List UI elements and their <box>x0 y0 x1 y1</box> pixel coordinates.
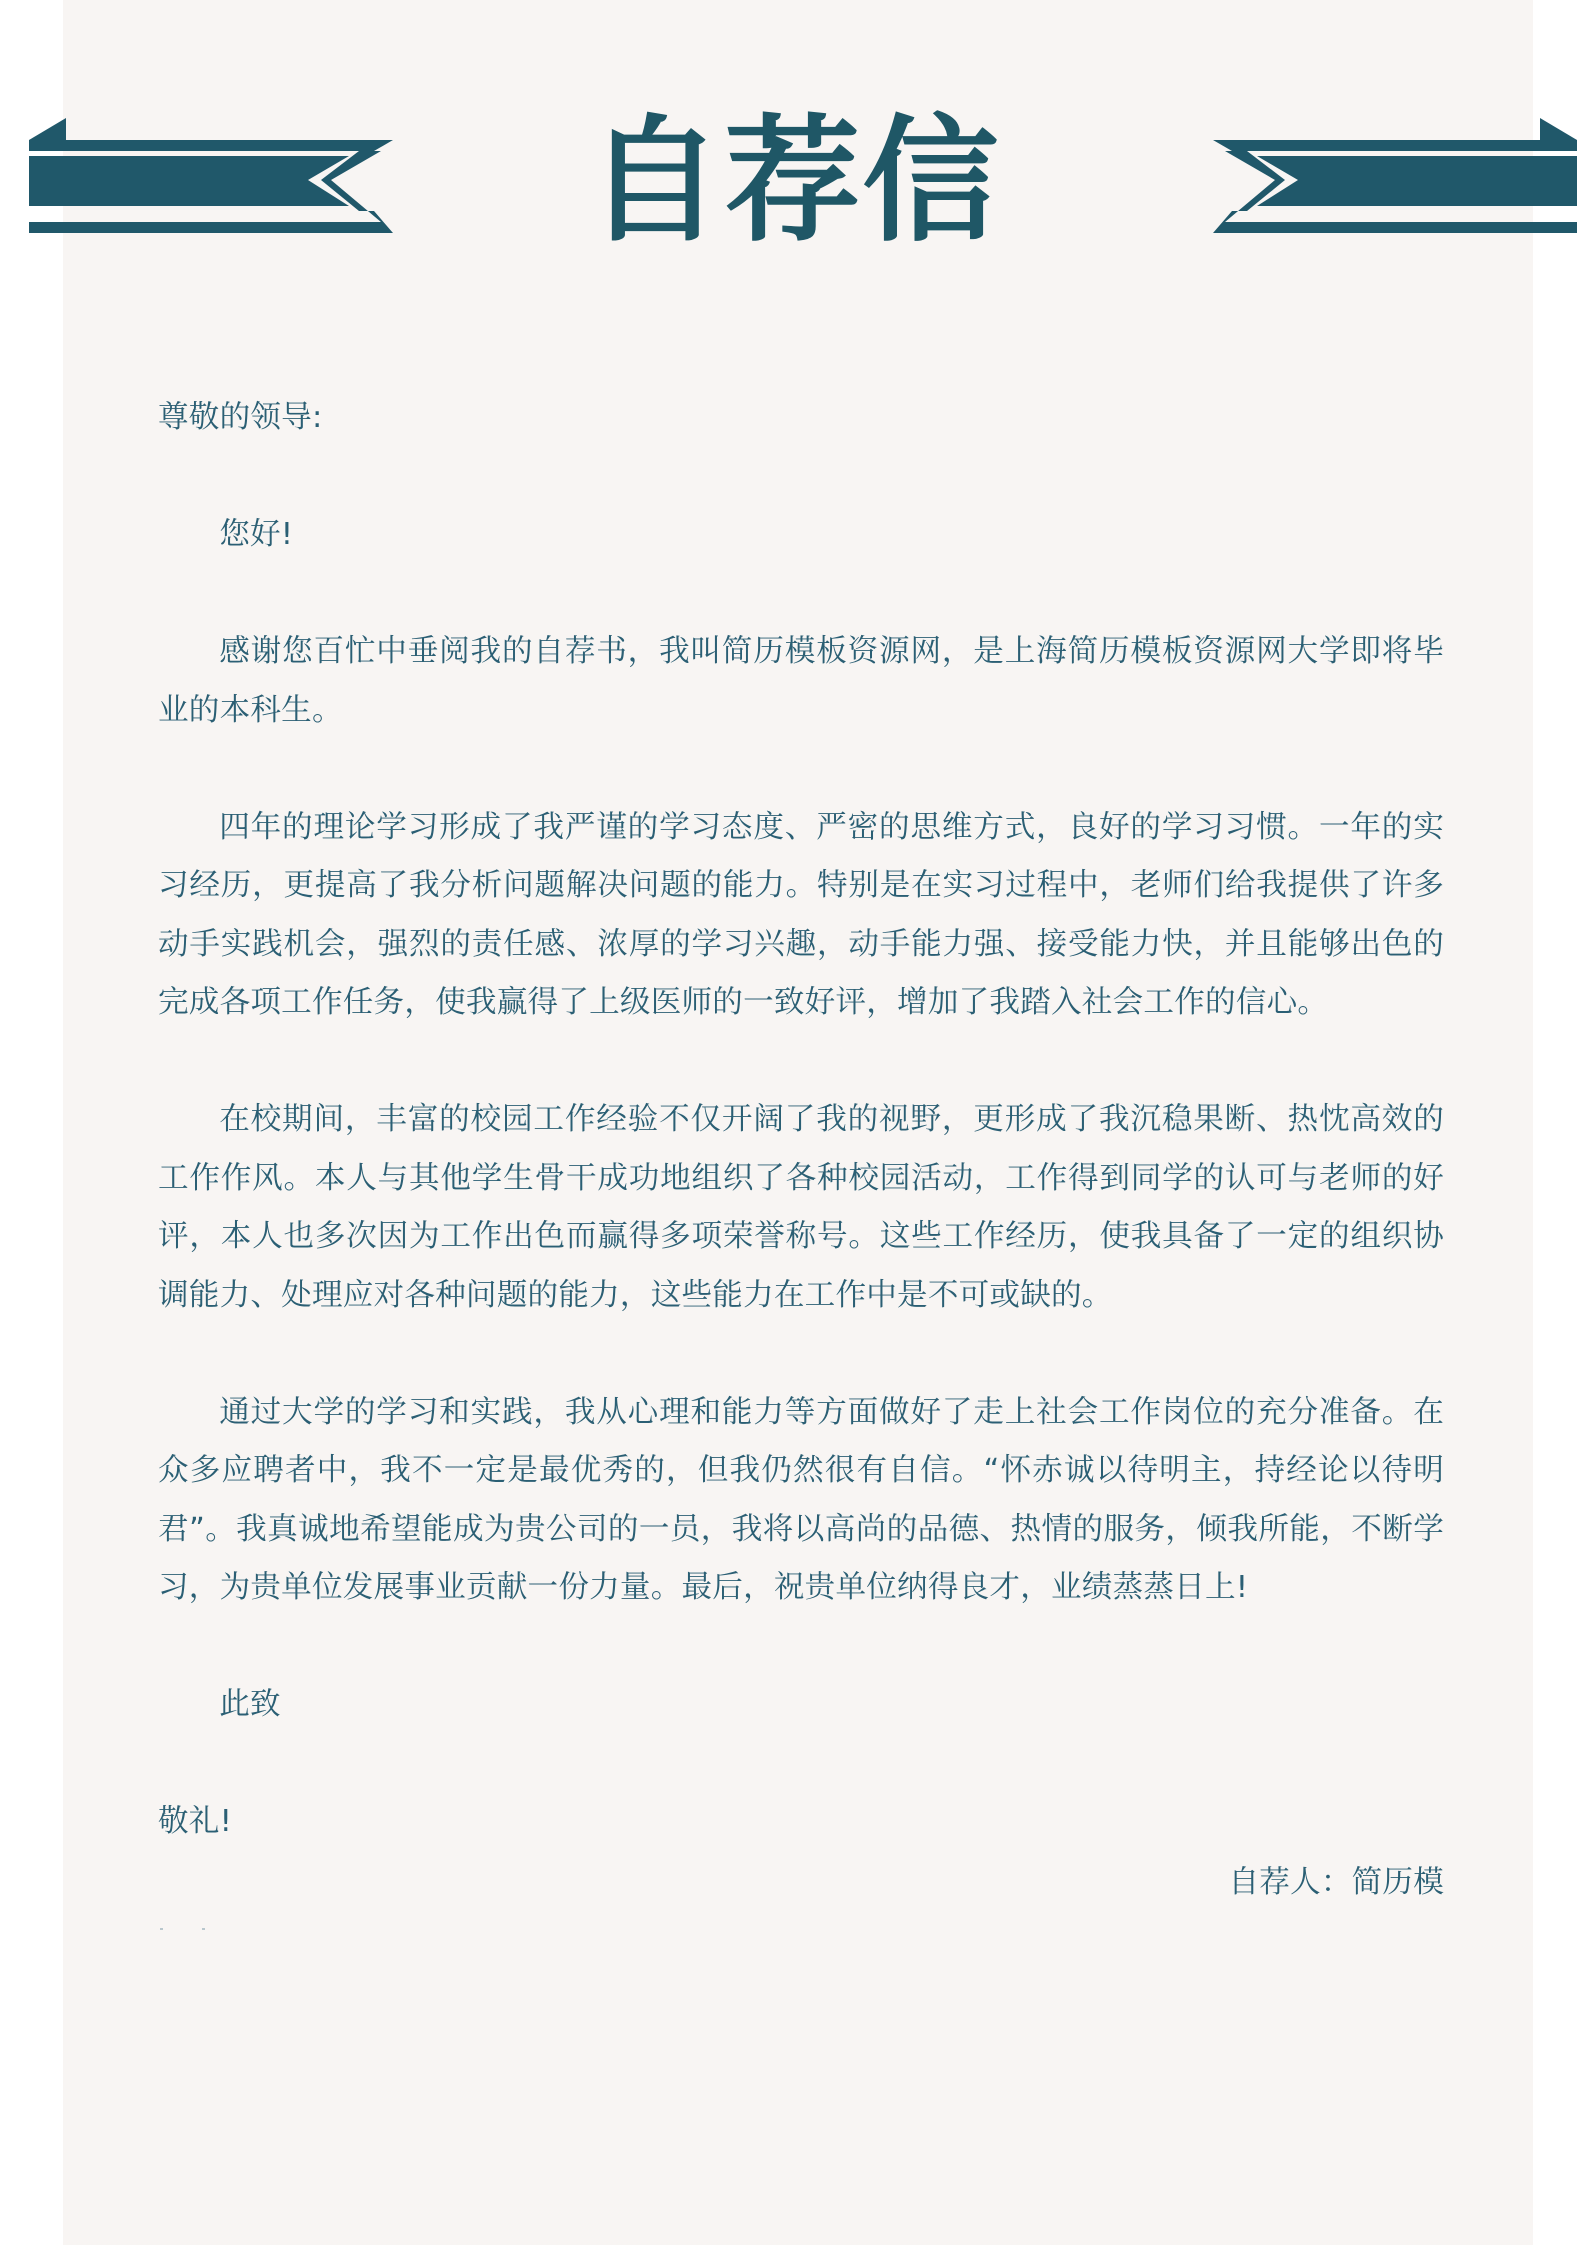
signature: 自荐人：简历模 <box>1228 1865 1444 1900</box>
salutation: 尊敬的领导: <box>158 400 323 435</box>
closing-jingli: 敬礼! <box>158 1804 233 1839</box>
faint-dot <box>202 1928 205 1930</box>
faint-mark <box>160 1928 220 1934</box>
paragraph-intro: 感谢您百忙中垂阅我的自荐书，我叫简历模板资源网，是上海简历模板资源网大学即将毕业的本科生。 <box>158 634 1444 728</box>
paragraph-campus: 在校期间，丰富的校园工作经验不仅开阔了我的视野，更形成了我沉稳果断、热忱高效的工作作风。本人与其他学生骨干成功地组织了各种校园活动，工作得到同学的认可与老师的好评，本人也多次因为工作出色而赢得多项荣誉称号。这些工作经历，使我具备了一定的组织协调能力、处理应对各种问题的能力，这些能力在工作中是不可或缺的。 <box>158 1102 1444 1313</box>
page-title: 自荐信 <box>586 103 1001 261</box>
greeting: 您好! <box>219 517 294 552</box>
faint-dot <box>160 1928 163 1930</box>
closing-cizhi: 此致 <box>219 1687 281 1722</box>
paragraph-conclusion: 通过大学的学习和实践，我从心理和能力等方面做好了走上社会工作岗位的充分准备。在众多应聘者中，我不一定是最优秀的，但我仍然很有自信。“怀赤诚以待明主，持经论以待明君”。我真诚地希望能成为贵公司的一员，我将以高尚的品德、热情的服务，倾我所能，不断学习，为贵单位发展事业贡献一份力量。最后，祝贵单位纳得良才，业绩蒸蒸日上! <box>158 1394 1444 1605</box>
paragraph-study: 四年的理论学习形成了我严谨的学习态度、严密的思维方式，良好的学习习惯。一年的实习经历，更提高了我分析问题解决问题的能力。特别是在实习过程中，老师们给我提供了许多动手实践机会，强烈的责任感、浓厚的学习兴趣，动手能力强、接受能力快，并且能够出色的完成各项工作任务，使我赢得了上级医师的一致好评，增加了我踏入社会工作的信心。 <box>158 809 1444 1020</box>
letter-body <box>158 389 1444 1852</box>
